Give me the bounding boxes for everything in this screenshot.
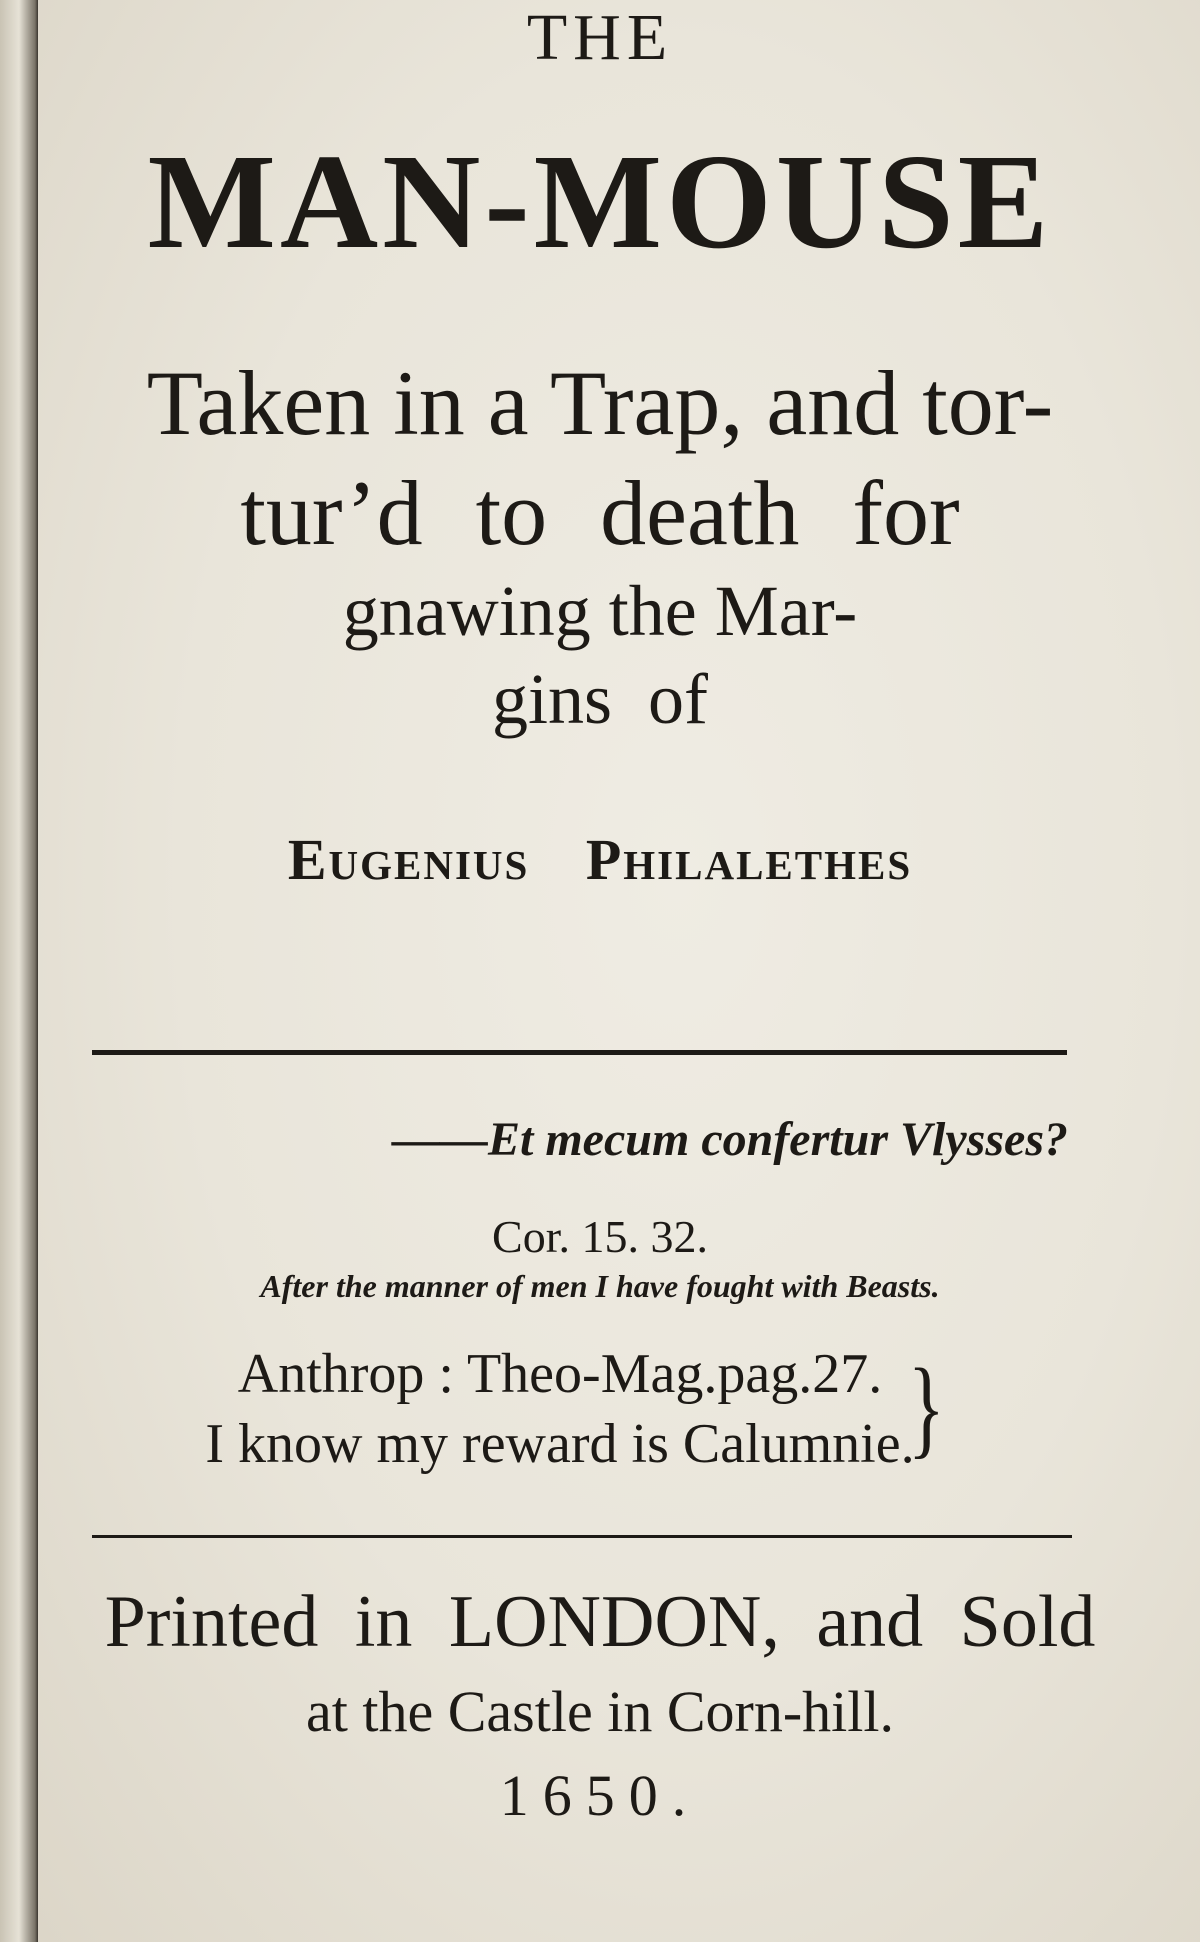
subtitle-line-3: gnawing the Mar- <box>342 571 858 651</box>
imprint-year: 1650. <box>499 1763 701 1828</box>
reward-line: I know my reward is Calumnie. <box>205 1413 915 1475</box>
author-name: Eugenius Philalethes <box>287 827 913 892</box>
imprint-line-1: Printed in LONDON, and Sold <box>104 1581 1096 1663</box>
imprint-line-2: at the Castle in Corn-hill. <box>306 1679 894 1744</box>
main-title: MAN-MOUSE <box>147 127 1053 277</box>
epigraph-motto: ——Et mecum confertur Vlysses? <box>391 1113 1068 1166</box>
scripture-quote: After the manner of men I have fought with Beasts. <box>260 1268 940 1304</box>
brace-glyph: } <box>907 1346 945 1468</box>
anthrop-citation: Anthrop : Theo-Mag.pag.27. <box>237 1343 883 1405</box>
scripture-reference: Cor. 15. 32. <box>492 1211 708 1262</box>
subtitle-line-4: gins of <box>492 659 708 739</box>
subtitle-line-2: tur’d to death for <box>240 462 960 564</box>
subtitle-line-1: Taken in a Trap, and tor- <box>146 352 1054 454</box>
divider-rule-bottom <box>92 1535 1072 1538</box>
divider-rule-top <box>92 1050 1067 1055</box>
title-the: THE <box>526 1 674 74</box>
